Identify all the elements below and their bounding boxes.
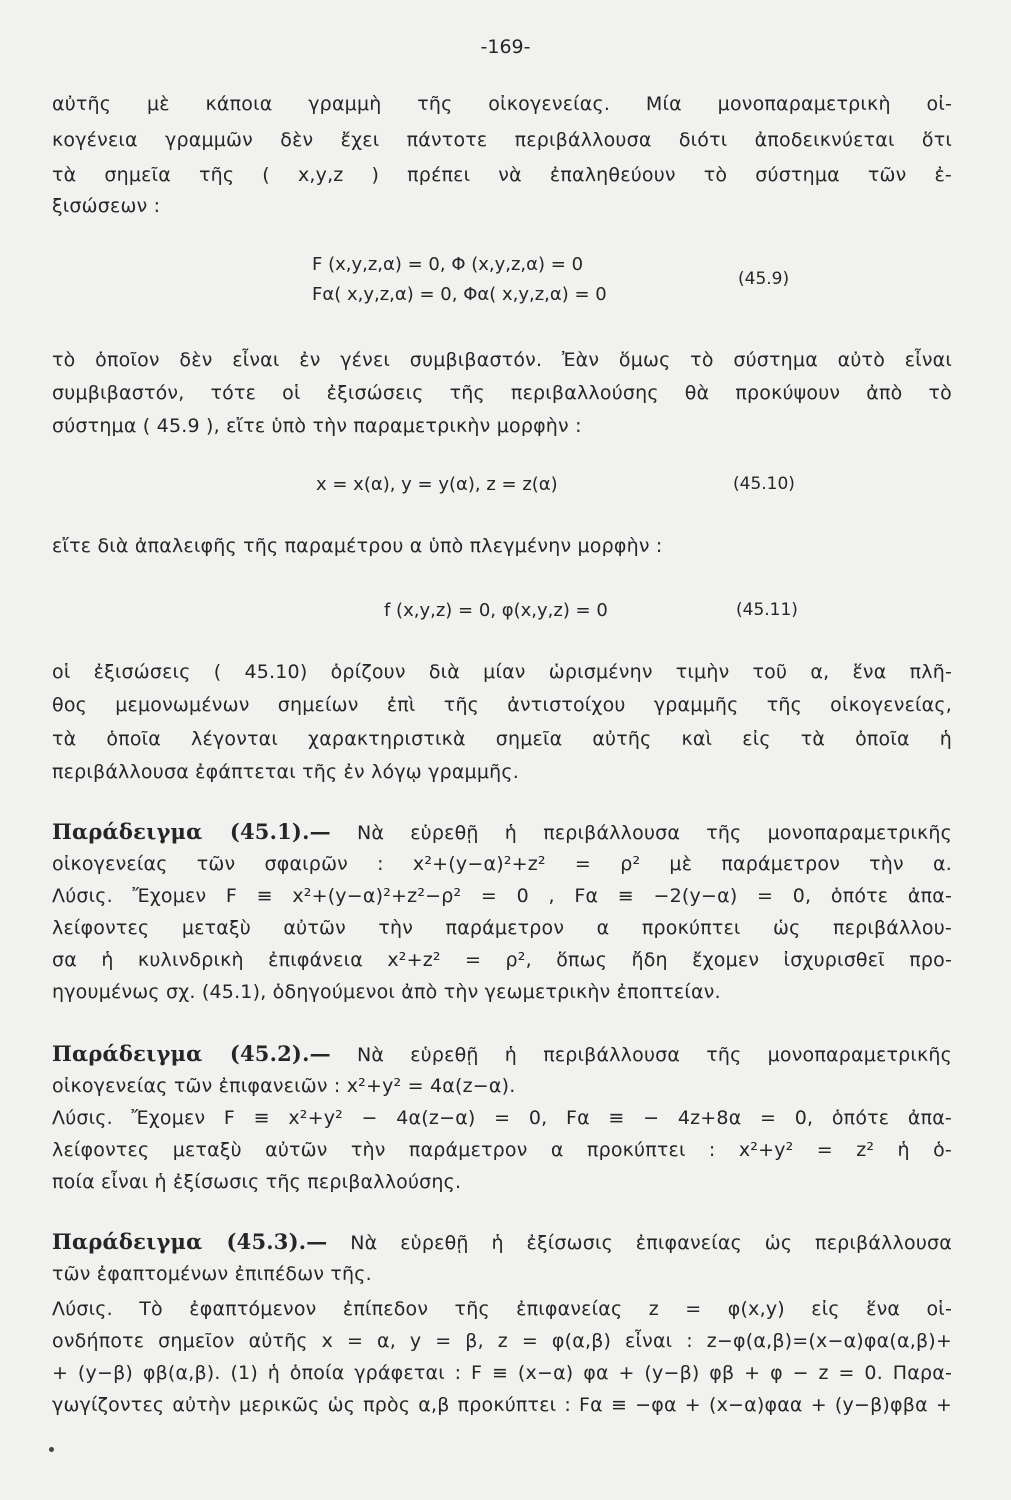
example-45-1-line: λείφοντες μεταξὺ αὐτῶν τὴν παράμετρον α προκύπτει ὡς περιβάλλου- bbox=[52, 917, 952, 939]
equation-number: (45.9) bbox=[738, 269, 790, 289]
page-number: -169- bbox=[480, 36, 531, 58]
example-45-1-line: σα ἡ κυλινδρικὴ ἐπιφάνεια x²+z² = ρ², ὅπως ἤδη ἔχομεν ἰσχυρισθεῖ προ- bbox=[52, 949, 952, 971]
equation-45-9-line1: F (x,y,z,α) = 0, Φ (x,y,z,α) = 0 bbox=[312, 254, 584, 275]
example-45-2-line: οἰκογενείας τῶν ἐπιφανειῶν : x²+y² = 4α(z−α). bbox=[52, 1075, 516, 1097]
equation-number: (45.11) bbox=[736, 600, 798, 620]
example-45-1-first-line bbox=[52, 820, 952, 845]
para2-line: τὸ ὁποῖον δὲν εἶναι ἐν γένει συμβιβαστόν. Ἐὰν ὅμως τὸ σύστημα αὐτὸ εἶναι bbox=[52, 349, 952, 371]
example-45-3-first-line bbox=[52, 1230, 952, 1255]
example-45-1-line: ηγουμένως σχ. (45.1), ὁδηγούμενοι ἀπὸ τὴν γεωμετρικὴν ἐποπτείαν. bbox=[52, 981, 721, 1003]
example-text: Νὰ εὑρεθῇ ἡ περιβάλλουσα τῆς μονοπαραμετρικῆς bbox=[356, 822, 952, 844]
para1-line: ξισώσεων : bbox=[52, 195, 161, 217]
para4-line: τὰ ὁποῖα λέγονται χαρακτηριστικὰ σημεῖα αὐτῆς καὶ εἰς τὰ ὁποῖα ἡ bbox=[52, 728, 952, 750]
equation-45-10: x = x(α), y = y(α), z = z(α) bbox=[316, 474, 558, 495]
example-45-2-first-line bbox=[52, 1042, 952, 1067]
para4-line: περιβάλλουσα ἐφάπτεται τῆς ἐν λόγῳ γραμμῆς. bbox=[52, 761, 519, 783]
para3-line: εἴτε διὰ ἀπαλειφῆς τῆς παραμέτρου α ὑπὸ πλεγμένην μορφὴν : bbox=[52, 535, 663, 557]
para1-line: κογένεια γραμμῶν δὲν ἔχει πάντοτε περιβάλλουσα διότι ἀποδεικνύεται ὅτι bbox=[52, 129, 952, 151]
example-heading: Παράδειγμα (45.3).— bbox=[52, 1229, 328, 1254]
example-text: Νὰ εὑρεθῇ ἡ περιβάλλουσα τῆς μονοπαραμετρικῆς bbox=[356, 1044, 952, 1066]
example-45-3-line: γωγίζοντες αὐτὴν μερικῶς ὡς πρὸς α,β προκύπτει : Fα ≡ −φα + (x−α)φαα + (y−β)φβα + bbox=[52, 1394, 952, 1416]
para1-line: αὐτῆς μὲ κάποια γραμμὴ τῆς οἰκογενείας. Μία μονοπαραμετρικὴ οἰ- bbox=[52, 93, 952, 115]
example-text: Νὰ εὑρεθῇ ἡ ἐξίσωσις ἐπιφανείας ὡς περιβάλλουσα bbox=[350, 1232, 952, 1254]
example-45-2-line: Λύσις. Ἔχομεν F ≡ x²+y² − 4α(z−α) = 0, Fα ≡ − 4z+8α = 0, ὁπότε ἀπα- bbox=[52, 1107, 952, 1129]
example-45-3-line: ονδήποτε σημεῖον αὐτῆς x = α, y = β, z = φ(α,β) εἶναι : z−φ(α,β)=(x−α)φα(α,β)+ bbox=[52, 1330, 952, 1352]
example-heading: Παράδειγμα (45.1).— bbox=[52, 819, 331, 844]
example-45-1-line: Λύσις. Ἔχομεν F ≡ x²+(y−α)²+z²−ρ² = 0 , Fα ≡ −2(y−α) = 0, ὁπότε ἀπα- bbox=[52, 885, 952, 907]
para4-line: οἱ ἐξισώσεις ( 45.10) ὁρίζουν διὰ μίαν ὡρισμένην τιμὴν τοῦ α, ἕνα πλῆ- bbox=[52, 661, 952, 683]
example-45-1-line: οἰκογενείας τῶν σφαιρῶν : x²+(y−α)²+z² = ρ² μὲ παράμετρον τὴν α. bbox=[52, 853, 952, 875]
example-45-2-line: ποία εἶναι ἡ ἐξίσωσις τῆς περιβαλλούσης. bbox=[52, 1171, 462, 1193]
equation-number: (45.10) bbox=[733, 474, 795, 494]
equation-45-9-line2: Fα( x,y,z,α) = 0, Φα( x,y,z,α) = 0 bbox=[312, 284, 607, 305]
para2-line: συμβιβαστόν, τότε οἱ ἐξισώσεις τῆς περιβαλλούσης θὰ προκύψουν ἀπὸ τὸ bbox=[52, 382, 952, 404]
example-45-2-line: λείφοντες μεταξὺ αὐτῶν τὴν παράμετρον α προκύπτει : x²+y² = z² ἡ ὁ- bbox=[52, 1139, 952, 1161]
equation-45-11: f (x,y,z) = 0, φ(x,y,z) = 0 bbox=[384, 600, 608, 621]
margin-dot bbox=[49, 1447, 54, 1452]
para2-line: σύστημα ( 45.9 ), εἴτε ὑπὸ τὴν παραμετρικὴν μορφὴν : bbox=[52, 415, 582, 437]
example-45-3-line: + (y−β) φβ(α,β). (1) ἡ ὁποία γράφεται : F ≡ (x−α) φα + (y−β) φβ + φ − z = 0. Παρα- bbox=[52, 1362, 952, 1384]
para1-line: τὰ σημεῖα τῆς ( x,y,z ) πρέπει νὰ ἐπαληθεύουν τὸ σύστημα τῶν ἐ- bbox=[52, 164, 952, 186]
para4-line: θος μεμονωμένων σημείων ἐπὶ τῆς ἀντιστοίχου γραμμῆς τῆς οἰκογενείας, bbox=[52, 694, 952, 716]
example-heading: Παράδειγμα (45.2).— bbox=[52, 1041, 331, 1066]
example-45-3-line: τῶν ἐφαπτομένων ἐπιπέδων τῆς. bbox=[52, 1263, 372, 1285]
example-45-3-line: Λύσις. Τὸ ἐφαπτόμενον ἐπίπεδον τῆς ἐπιφανείας z = φ(x,y) εἰς ἕνα οἱ- bbox=[52, 1298, 952, 1320]
